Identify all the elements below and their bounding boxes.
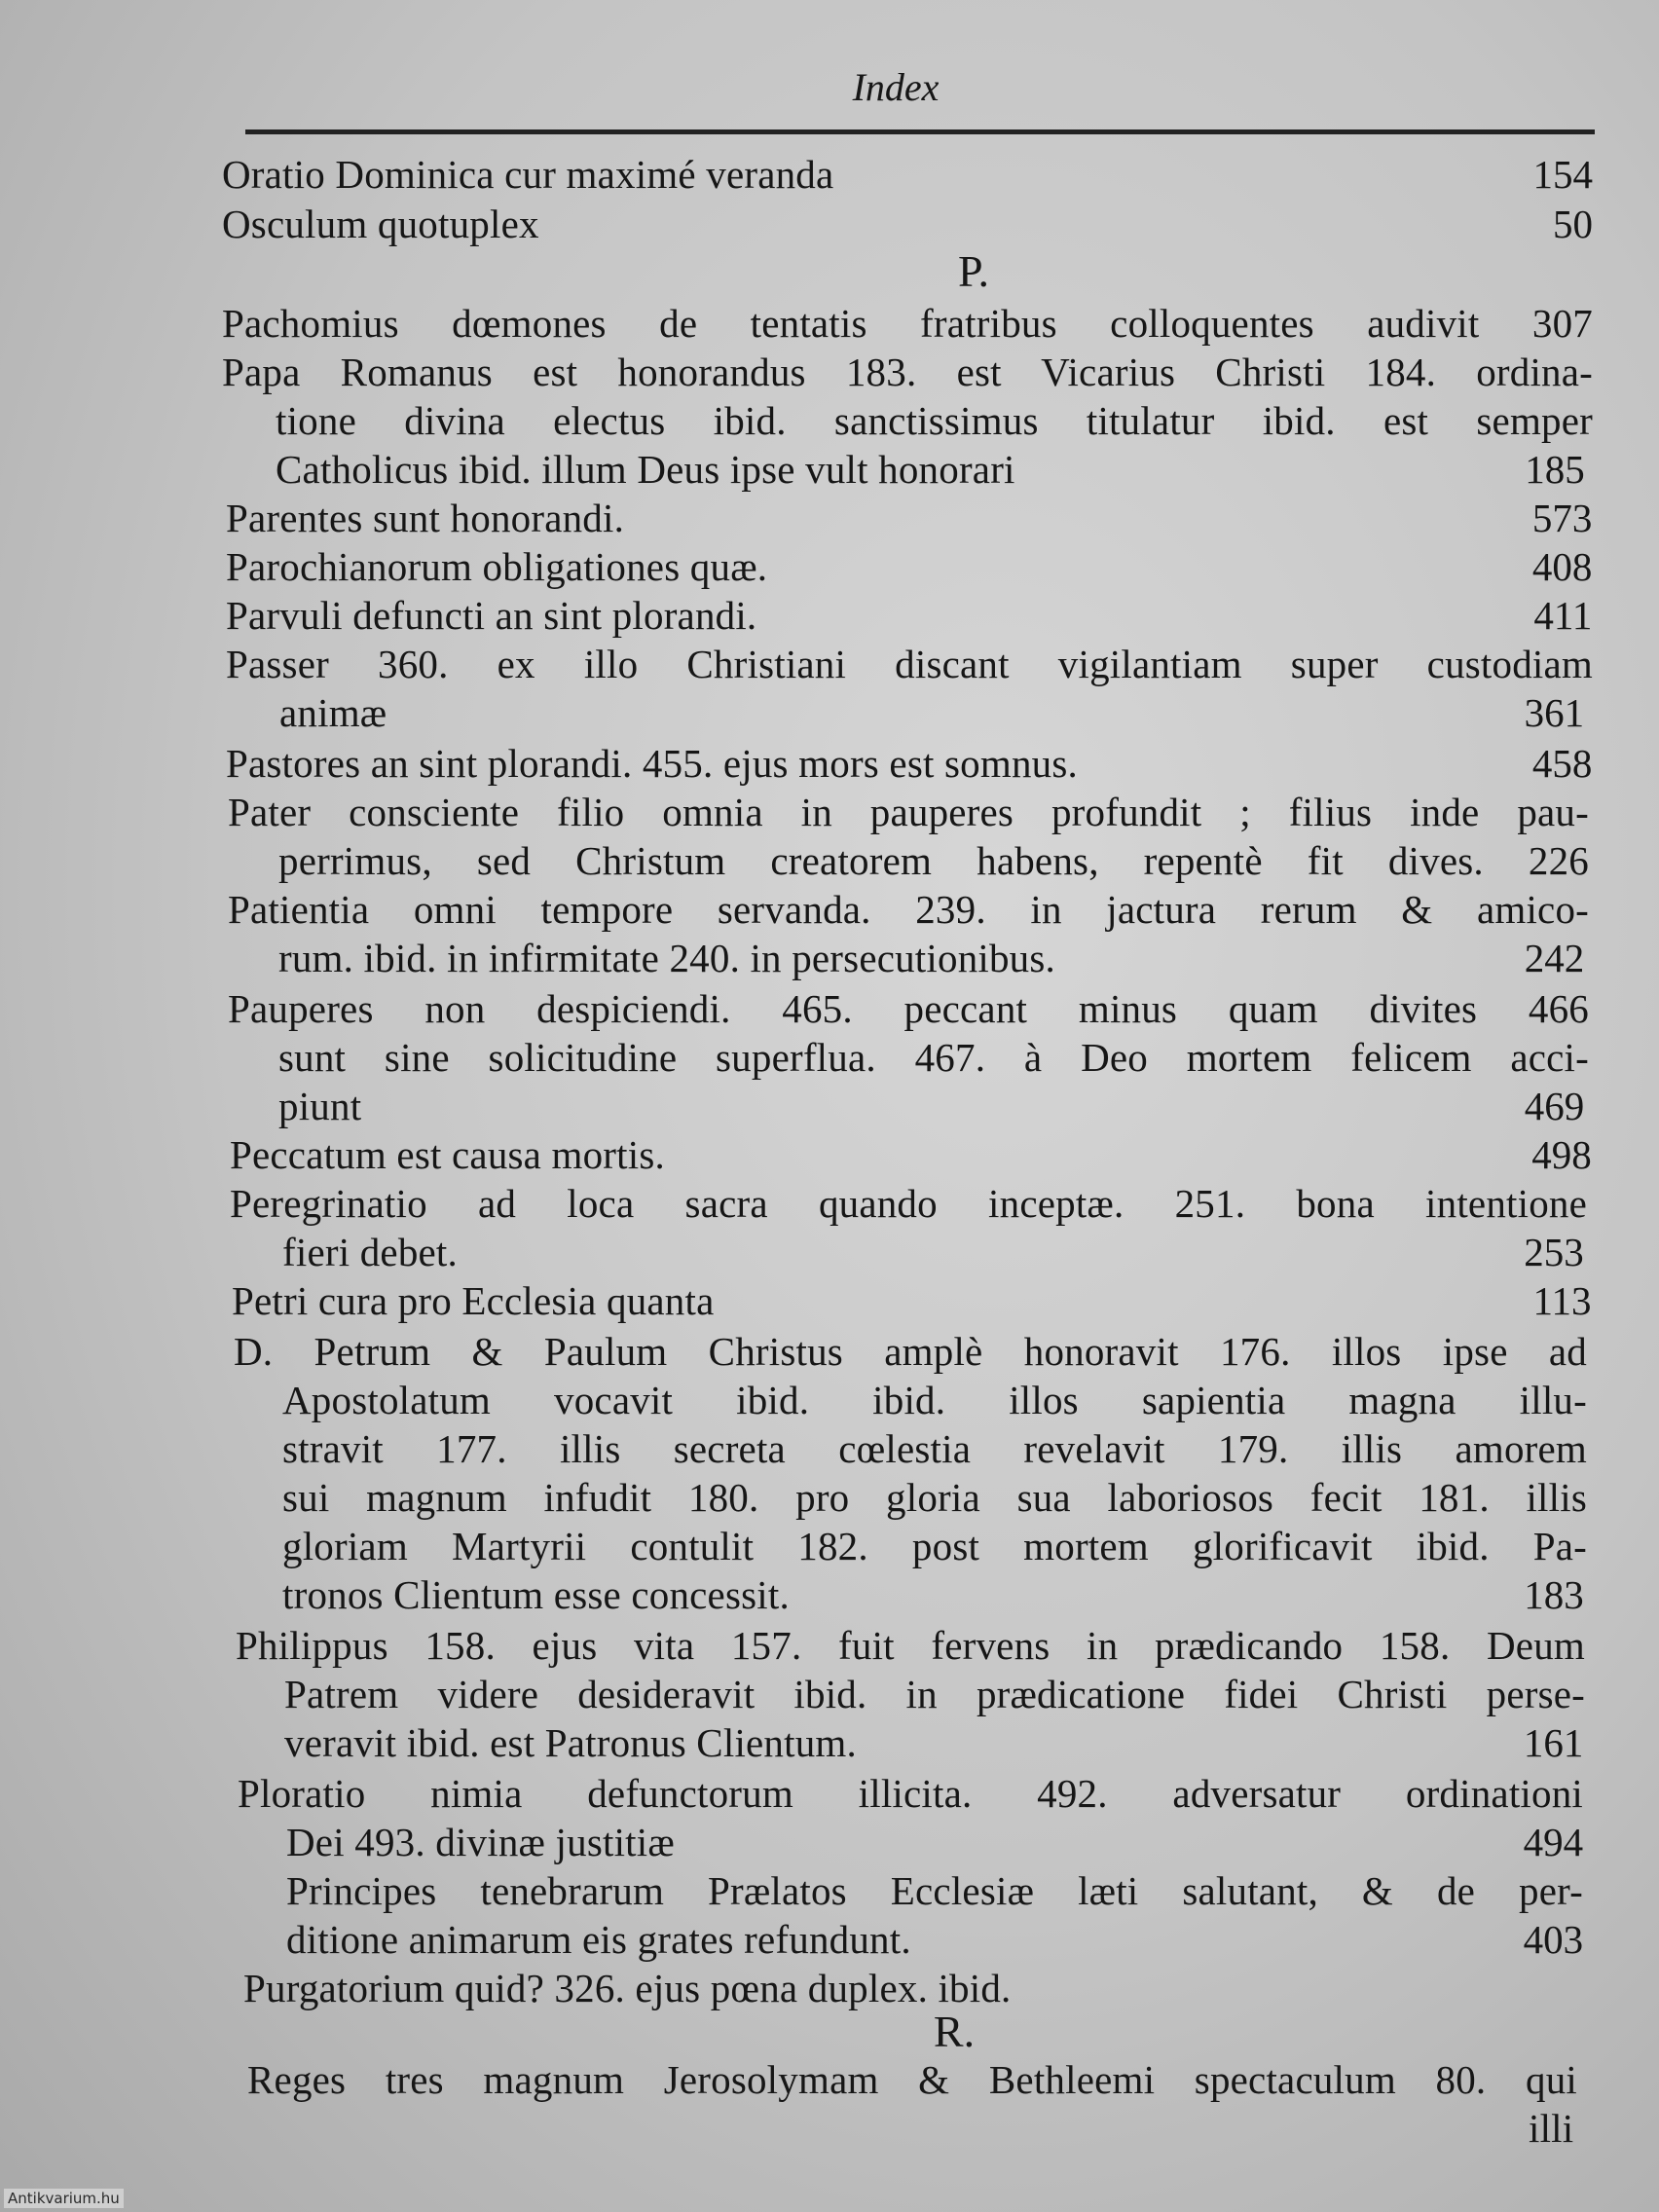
index-line <box>282 1474 1587 1521</box>
page-reference: 361 <box>1524 690 1585 735</box>
entry-text: Reges tres magnum Jerosolymam & Bethleemi spectaculum 80. qui <box>247 2057 1577 2102</box>
index-line <box>228 886 1589 933</box>
page-header-title: Index <box>852 65 940 109</box>
entry-text: tronos Clientum esse concessit. <box>282 1572 790 1617</box>
entry-text: Dei 493. divinæ justitiæ <box>286 1820 675 1864</box>
page-reference: 185 <box>1525 447 1585 492</box>
index-line <box>286 1819 1593 1865</box>
entry-text: Pauperes non despiciendi. 465. peccant minus quam divites 466 <box>228 986 1589 1031</box>
page-reference: 242 <box>1524 936 1585 980</box>
entry-text: sunt sine solicitudine superflua. 467. à Deo mortem felicem acci- <box>278 1035 1589 1080</box>
entry-text: Petri cura pro Ecclesia quanta <box>232 1278 715 1323</box>
page-reference: 458 <box>1531 741 1593 786</box>
entry-text: Oratio Dominica cur maximé veranda <box>222 152 834 197</box>
section-letter: P. <box>958 246 989 296</box>
page-reference: 161 <box>1523 1720 1584 1765</box>
entry-text: perrimus, sed Christum creatorem habens, repentè fit dives. 226 <box>278 838 1589 883</box>
entry-text: Parentes sunt honorandi. <box>226 496 625 540</box>
entry-text: sui magnum infudit 180. pro gloria sua laboriosos fecit 181. illis <box>282 1475 1587 1520</box>
entry-text: stravit 177. illis secreta cœlestia revelavit 179. illis amorem <box>282 1426 1587 1471</box>
entry-text: Principes tenebrarum Prælatos Ecclesiæ læti salutant, & de per- <box>286 1868 1583 1913</box>
index-line <box>276 397 1593 444</box>
page-reference: 50 <box>1553 202 1593 246</box>
entry-text: Parochianorum obligationes quæ. <box>226 544 768 589</box>
entry-text: Osculum quotuplex <box>222 202 539 246</box>
index-line <box>226 543 1593 590</box>
page-reference: 154 <box>1532 152 1593 197</box>
page-reference: 494 <box>1523 1820 1584 1864</box>
index-line <box>228 789 1589 835</box>
index-line <box>278 935 1593 981</box>
entry-text: Parvuli defuncti an sint plorandi. <box>226 593 757 638</box>
entry-text: rum. ibid. in infirmitate 240. in persecutionibus. <box>278 936 1055 980</box>
index-line <box>286 1916 1593 1963</box>
entry-text: gloriam Martyrii contulit 182. post mortem glorificavit ibid. Pa- <box>282 1524 1587 1568</box>
index-line <box>278 837 1589 884</box>
entry-text: piunt <box>278 1084 362 1128</box>
entry-text: Patientia omni tempore servanda. 239. in jactura rerum & amico- <box>228 887 1589 932</box>
index-line <box>232 1277 1593 1324</box>
index-line <box>236 1622 1585 1669</box>
page-reference: 183 <box>1524 1572 1584 1617</box>
entry-text: Apostolatum vocavit ibid. ibid. illos sapientia magna illu- <box>282 1378 1587 1422</box>
index-line <box>282 1523 1587 1569</box>
index-line <box>230 1131 1593 1178</box>
entry-text: ditione animarum eis grates refundunt. <box>286 1917 911 1962</box>
page-reference: 408 <box>1531 544 1593 589</box>
entry-text: D. Petrum & Paulum Christus amplè honoravit 176. illos ipse ad <box>234 1329 1587 1374</box>
index-line <box>222 300 1593 347</box>
entry-text: Pater consciente filio omnia in pauperes profundit ; filius inde pau- <box>228 790 1589 834</box>
entry-text: Purgatorium quid? 326. ejus pœna duplex. ibid. <box>243 1966 1012 2010</box>
entry-text: tione divina electus ibid. sanctissimus titulatur ibid. est semper <box>276 398 1593 443</box>
entry-text: illi <box>1529 2106 1574 2151</box>
index-line <box>282 1571 1593 1618</box>
entry-text: Passer 360. ex illo Christiani discant vigilantiam super custodiam <box>226 642 1593 686</box>
index-line <box>284 1719 1593 1766</box>
index-line <box>226 592 1593 639</box>
index-line <box>1529 2105 1593 2152</box>
entry-text: Pachomius dœmones de tentatis fratribus colloquentes audivit 307 <box>222 301 1593 346</box>
index-line <box>282 1377 1587 1423</box>
page-reference: 253 <box>1524 1230 1584 1274</box>
entry-text: Papa Romanus est honorandus 183. est Vicarius Christi 184. ordina- <box>222 350 1593 394</box>
entry-text: Ploratio nimia defunctorum illicita. 492. adversatur ordinationi <box>238 1771 1583 1816</box>
index-line <box>222 201 1593 247</box>
watermark: Antikvarium.hu <box>4 2189 124 2208</box>
index-line <box>282 1425 1587 1472</box>
entry-text: fieri debet. <box>282 1230 458 1274</box>
index-line <box>278 1034 1589 1081</box>
index-line <box>226 495 1593 541</box>
index-line <box>282 1229 1593 1275</box>
page-reference: 411 <box>1533 593 1593 638</box>
index-line <box>276 446 1593 493</box>
index-line <box>222 349 1593 395</box>
index-line <box>226 740 1593 787</box>
page-reference: 498 <box>1531 1132 1592 1177</box>
index-line <box>234 1328 1587 1375</box>
index-line <box>222 151 1593 198</box>
index-line <box>279 689 1593 736</box>
index-line <box>278 1083 1593 1129</box>
page-reference: 403 <box>1523 1917 1584 1962</box>
index-line <box>228 985 1589 1032</box>
entry-text: Peccatum est causa mortis. <box>230 1132 665 1177</box>
index-line <box>247 2056 1577 2103</box>
page-reference: 469 <box>1524 1084 1585 1128</box>
entry-text: veravit ibid. est Patronus Clientum. <box>284 1720 857 1765</box>
index-line <box>284 1671 1585 1717</box>
entry-text: Peregrinatio ad loca sacra quando inceptæ. 251. bona intentione <box>230 1181 1587 1226</box>
section-letter: R. <box>933 2007 976 2056</box>
index-line <box>243 1965 1593 2011</box>
entry-text: animæ <box>279 690 387 735</box>
header-rule <box>245 129 1595 134</box>
entry-text: Catholicus ibid. illum Deus ipse vult honorari <box>276 447 1015 492</box>
entry-text: Patrem videre desideravit ibid. in prædicatione fidei Christi perse- <box>284 1672 1585 1716</box>
entry-text: Philippus 158. ejus vita 157. fuit fervens in prædicando 158. Deum <box>236 1623 1585 1668</box>
index-line <box>238 1770 1583 1817</box>
index-line <box>286 1867 1583 1914</box>
index-line <box>226 641 1593 687</box>
page-reference: 113 <box>1532 1278 1592 1323</box>
entry-text: Pastores an sint plorandi. 455. ejus mors est somnus. <box>226 741 1078 786</box>
index-line <box>230 1180 1587 1227</box>
page-reference: 573 <box>1531 496 1593 540</box>
